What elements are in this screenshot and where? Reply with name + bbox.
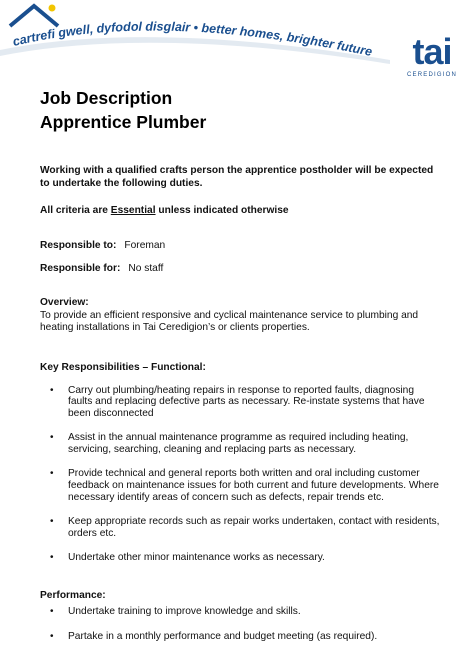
list-item-text: Keep appropriate records such as repair works undertaken, contact with residents, orders etc.: [68, 516, 440, 539]
list-item-text: Undertake training to improve knowledge and skills.: [68, 606, 301, 618]
list-item: [40, 385, 440, 420]
performance-section: [40, 589, 440, 642]
responsible-to-row: [40, 239, 440, 252]
bullet-icon: •: [50, 552, 54, 564]
list-item: [40, 516, 440, 539]
key-responsibilities-list: [40, 385, 440, 565]
tai-logo-roof-icon: [0, 0, 68, 70]
title-line-2: Apprentice Plumber: [40, 112, 207, 132]
responsible-for-label: Responsible for:: [40, 263, 121, 274]
list-item: [40, 552, 440, 564]
bullet-icon: •: [50, 432, 54, 444]
bullet-icon: •: [50, 630, 54, 642]
criteria-emphasis: Essential: [110, 205, 156, 216]
intro-paragraph: Working with a qualified crafts person the apprentice postholder will be expected to undertake the following duties.: [40, 165, 434, 189]
list-item: [40, 432, 440, 455]
performance-list: [40, 606, 440, 642]
list-item-text: Partake in a monthly performance and budget meeting (as required).: [68, 630, 378, 642]
criteria-prefix: All criteria are: [40, 205, 111, 216]
title-line-1: Job Description: [40, 88, 173, 108]
page-header: [0, 0, 474, 90]
responsible-for-row: [40, 262, 440, 275]
list-item-text: Assist in the annual maintenance programme as required including heating, servicing, searching, cleaning and replacing parts as necessary.: [68, 432, 409, 455]
list-item: [40, 631, 440, 643]
responsible-to-value: Foreman: [124, 240, 166, 251]
document-body: [40, 86, 440, 655]
bullet-icon: •: [50, 606, 54, 618]
list-item: [40, 468, 440, 503]
criteria-note: [40, 204, 440, 217]
logo-wordmark: tai: [412, 31, 452, 72]
list-item-text: Carry out plumbing/heating repairs in response to reported faults, diagnosing faults and replacing defective parts as necessary. Re-instate systems that have been disconnected: [68, 384, 425, 419]
list-item-text: Undertake other minor maintenance works as necessary.: [68, 552, 325, 564]
overview-text: To provide an efficient responsive and cyclical maintenance service to plumbing and heating installations in Tai Ceredigion’s or clients properties.: [40, 309, 419, 333]
key-responsibilities-section: [40, 361, 440, 565]
responsible-to-label: Responsible to:: [40, 240, 117, 251]
criteria-suffix: unless indicated otherwise: [155, 205, 289, 216]
performance-title: Performance:: [40, 590, 106, 602]
document-title: [40, 86, 440, 134]
overview-title: Overview:: [40, 297, 89, 308]
overview-section: [40, 297, 440, 335]
bullet-icon: •: [50, 468, 54, 480]
bullet-icon: •: [50, 516, 54, 528]
list-item-text: Provide technical and general reports both written and oral including customer feedback on maintenance issues for both current and future developments. Where necessary identify areas of concern such as defects, repair trends etc.: [68, 468, 439, 503]
key-responsibilities-title: Key Responsibilities – Functional:: [40, 361, 206, 373]
logo-subtitle: CEREDIGION: [406, 72, 457, 78]
list-item: [40, 606, 440, 618]
bullet-icon: •: [50, 384, 54, 396]
responsible-for-value: No staff: [128, 263, 164, 274]
header-tagline: cartrefi gwell, dyfodol disglair • better homes, brighter future: [11, 19, 374, 60]
